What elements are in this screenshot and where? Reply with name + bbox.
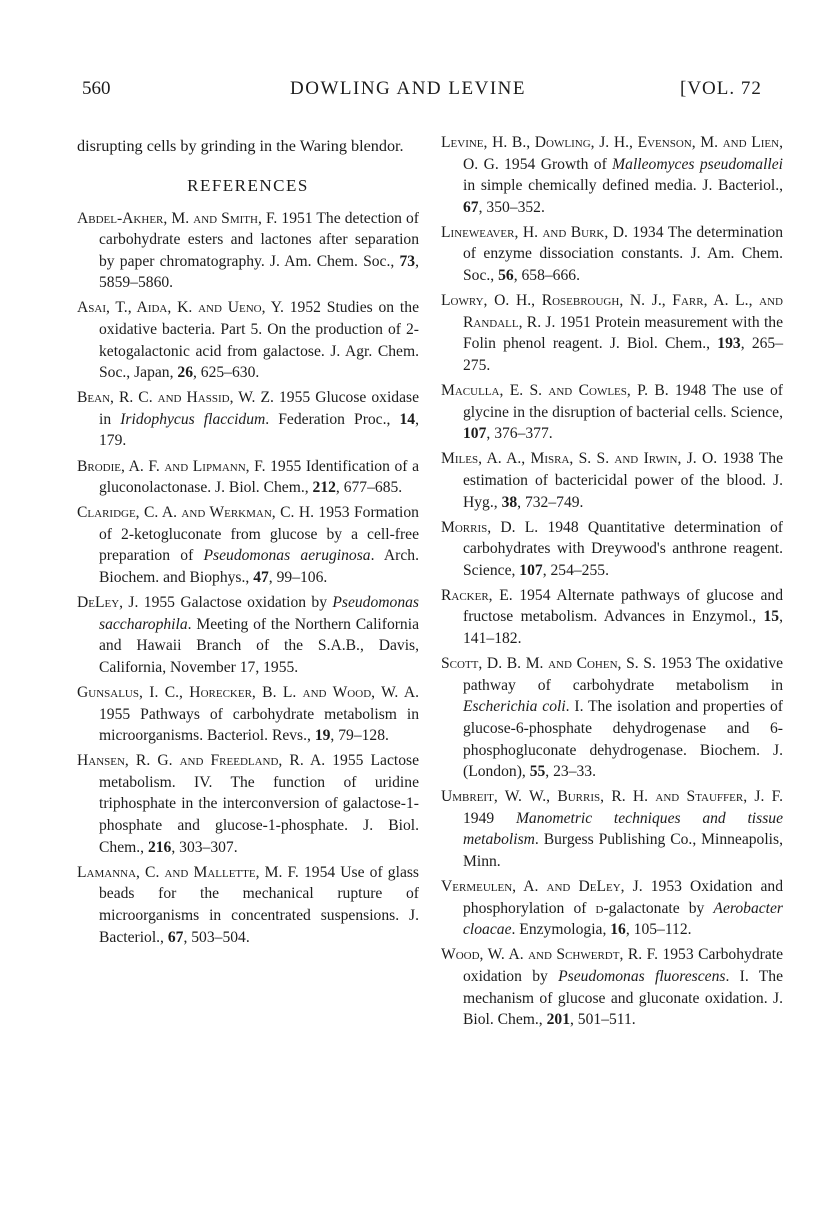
reference-text: 1948 The use of glycine in the disruption of bacterial cells. Science, (463, 382, 783, 421)
reference-volume: 67 (167, 928, 184, 946)
reference-authors: Levine, H. B., Dowling, J. H., Evenson, M. and Lien, O. G. (441, 134, 783, 173)
reference-authors: Asai, T., Aida, K. and Ueno, Y. (77, 299, 284, 317)
reference-text: 1951 The detection of carbohydrate esters and lactones after separation by paper chromatography. J. Am. Chem. Soc., (99, 209, 420, 270)
reference-text: 1953 The oxidative pathway of carbohydrate metabolism in (463, 655, 783, 694)
reference-entry (77, 387, 419, 452)
reference-text: , 265–275. (463, 335, 783, 374)
reference-volume: 19 (314, 727, 331, 745)
reference-authors: Racker, E. (441, 586, 513, 604)
reference-volume: 193 (717, 335, 741, 353)
reference-text: 1955 Lactose metabolism. IV. The function of uridine triphosphate in the interconversion of galactose-1-phosphate and glucose-1-phosphate. J. Biol. Chem., (99, 752, 419, 856)
reference-authors: Morris, D. L. (441, 518, 539, 536)
references-list-right (441, 132, 783, 1031)
reference-entry (441, 290, 783, 376)
reference-entry (77, 208, 419, 294)
reference-text: . I. The isolation and properties of glucose-6-phosphate dehydrogenase and 6-phosphogluconate dehydrogenase. Biochem. J. (London), (463, 698, 783, 781)
reference-entry (77, 297, 419, 383)
reference-volume: 216 (147, 838, 172, 856)
reference-text: 1954 Growth of (498, 155, 613, 173)
reference-volume: 15 (763, 608, 780, 626)
reference-text: . Arch. Biochem. and Biophys., (99, 547, 419, 586)
reference-text: 1953 Oxidation and phosphorylation of (463, 878, 783, 917)
reference-text: . Burgess Publishing Co., Minneapolis, Minn. (463, 831, 783, 870)
reference-text: , 23–33. (545, 763, 596, 781)
reference-text: , 503–504. (183, 928, 250, 946)
reference-entry (441, 448, 783, 513)
reference-text: , 677–685. (335, 479, 403, 497)
reference-text: 1953 Formation of 2-ketogluconate from glucose by a cell-free preparation of (99, 504, 419, 565)
reference-authors: Lineweaver, H. and Burk, D. (441, 223, 628, 241)
reference-entry (77, 502, 419, 588)
reference-text: , 303–307. (171, 838, 238, 856)
reference-text: 1955 Glucose oxidase in (99, 389, 419, 428)
references-heading: REFERENCES (187, 175, 309, 195)
reference-text: 1938 The estimation of bactericidal power of the blood. J. Hyg., (463, 450, 783, 511)
reference-volume: 107 (519, 561, 543, 579)
right-column (441, 132, 783, 1034)
reference-text: 1952 Studies on the oxidative bacteria. Part 5. On the production of 2-ketogalactonic acid from galactose. J. Agr. Chem. Soc., Japan, (99, 299, 419, 382)
reference-text: 1955 Identification of a gluconolactonase. J. Biol. Chem., (99, 457, 419, 497)
reference-entry (77, 456, 419, 499)
reference-text: , 625–630. (192, 364, 260, 382)
reference-authors: Lamanna, C. and Mallette, M. F. (77, 863, 299, 881)
reference-authors: Brodie, A. F. and Lipmann, F. (77, 457, 266, 475)
running-head: DOWLING AND LEVINE (290, 78, 526, 99)
reference-italic: Iridophycus flaccidum (120, 410, 266, 428)
reference-text: 1955 Galactose oxidation by (138, 594, 333, 612)
reference-text: 1949 (463, 809, 516, 827)
reference-text: , 376–377. (486, 425, 553, 443)
reference-italic: Manometric techniques and tissue metabolism (463, 809, 783, 849)
reference-volume: 73 (399, 252, 416, 270)
reference-volume: 47 (253, 569, 269, 586)
reference-text: . Enzymologia, (511, 921, 611, 939)
reference-text: , 141–182. (463, 608, 783, 648)
reference-entry (77, 862, 419, 948)
reference-volume: 107 (463, 425, 487, 443)
reference-volume: 14 (399, 410, 416, 428)
reference-italic: Pseudomonas fluorescens (558, 967, 726, 985)
reference-text: , 99–106. (268, 569, 328, 586)
reference-text: 1951 Protein measurement with the Folin phenol reagent. J. Biol. Chem., (463, 313, 783, 353)
reference-authors: Vermeulen, A. and DeLey, J. (441, 878, 643, 896)
reference-authors: Hansen, R. G. and Freedland, R. A. (77, 752, 326, 770)
reference-smallcaps: d (595, 899, 604, 917)
references-list-left (77, 208, 419, 949)
reference-text: , 658–666. (513, 267, 580, 285)
reference-volume: 212 (312, 479, 336, 497)
reference-authors: DeLey, J. (77, 594, 139, 612)
reference-italic: Pseudomonas aeruginosa (203, 547, 371, 565)
reference-text: , 179. (99, 410, 419, 450)
reference-authors: Abdel-Akher, M. and Smith, F. (77, 209, 278, 227)
reference-text: , 79–128. (330, 727, 389, 745)
reference-text: , 732–749. (517, 493, 584, 511)
reference-entry (441, 585, 783, 650)
reference-entry (77, 682, 419, 747)
reference-entry (441, 517, 783, 582)
reference-entry (441, 876, 783, 941)
intro-paragraph: disrupting cells by grinding in the Waring blendor. (77, 137, 404, 155)
reference-text: 1934 The determination of enzyme dissociation constants. J. Am. Chem. Soc., (463, 223, 783, 285)
reference-authors: Gunsalus, I. C., Horecker, B. L. and Wood, W. A. (77, 683, 419, 701)
reference-authors: Maculla, E. S. and Cowles, P. B. (441, 382, 669, 400)
reference-text: in simple chemically defined media. J. Bacteriol., (463, 177, 783, 195)
reference-italic: Malleomyces pseudomallei (612, 155, 783, 173)
reference-entry (441, 380, 783, 445)
reference-text: , 5859–5860. (99, 252, 419, 292)
reference-entry (441, 786, 783, 872)
reference-text: 1954 Alternate pathways of glucose and fructose metabolism. Advances in Enzymol., (463, 586, 784, 626)
reference-text: , 254–255. (542, 561, 609, 579)
reference-volume: 16 (610, 921, 626, 939)
volume-label: [VOL. 72 (680, 78, 762, 99)
reference-text: , 105–112. (625, 921, 692, 939)
reference-italic: Escherichia coli (463, 698, 566, 716)
reference-text: -galactonate by (603, 899, 714, 917)
reference-volume: 201 (546, 1011, 570, 1029)
reference-entry (441, 222, 783, 287)
reference-volume: 56 (498, 267, 514, 285)
reference-authors: Claridge, C. A. and Werkman, C. H. (77, 504, 314, 522)
reference-authors: Wood, W. A. and Schwerdt, R. F. (441, 946, 658, 964)
reference-entry (441, 653, 783, 783)
reference-italic: Aerobacter cloacae (463, 899, 783, 939)
reference-entry (77, 592, 419, 678)
reference-volume: 55 (529, 763, 546, 781)
reference-entry (77, 750, 419, 858)
reference-authors: Lowry, O. H., Rosebrough, N. J., Farr, A. L., and Randall, R. J. (441, 292, 783, 331)
page-number: 560 (82, 78, 111, 99)
reference-text: . Meeting of the Northern California and Hawaii Branch of the S.A.B., Davis, California, November 17, 1955. (99, 615, 419, 676)
reference-text: 1954 Use of glass beads for the mechanical rupture of microorganisms in concentrated suspensions. J. Bacteriol., (99, 863, 419, 946)
left-column (77, 132, 419, 952)
reference-entry (441, 132, 783, 218)
reference-authors: Miles, A. A., Misra, S. S. and Irwin, J. O. (441, 450, 718, 468)
reference-text: . Federation Proc., (265, 410, 400, 428)
reference-text: 1953 Carbohydrate oxidation by (463, 946, 783, 985)
reference-text: 1955 Pathways of carbohydrate metabolism in microorganisms. Bacteriol. Revs., (99, 705, 419, 745)
reference-authors: Bean, R. C. and Hassid, W. Z. (77, 389, 274, 407)
reference-volume: 38 (501, 493, 518, 511)
reference-authors: Scott, D. B. M. and Cohen, S. S. (441, 655, 656, 673)
reference-text: , 501–511. (570, 1011, 636, 1029)
reference-volume: 26 (177, 364, 193, 382)
reference-entry (441, 944, 783, 1030)
reference-text: 1948 Quantitative determination of carbohydrates with Dreywood's anthrone reagent. Science, (463, 518, 784, 579)
reference-volume: 67 (463, 198, 479, 216)
reference-text: . I. The mechanism of glucose and gluconate oxidation. J. Biol. Chem., (463, 967, 784, 1029)
reference-authors: Umbreit, W. W., Burris, R. H. and Stauffer, J. F. (441, 788, 783, 806)
reference-italic: Pseudomonas saccharophila (99, 594, 420, 633)
reference-text: , 350–352. (478, 198, 545, 216)
